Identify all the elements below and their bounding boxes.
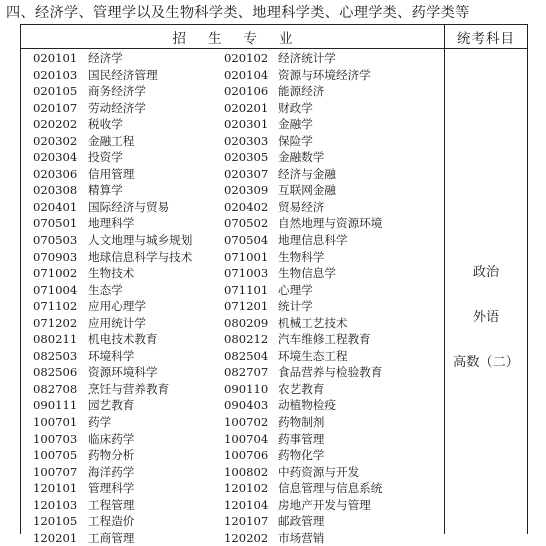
major-name: 经济与金融 [278,166,336,181]
major-code: 020402 [224,199,269,214]
major-code: 071004 [33,282,78,297]
major-code: 082708 [33,381,78,396]
table-row [21,315,444,332]
major-name: 心理学 [278,282,313,297]
table-row [21,447,444,464]
table-row [21,414,444,431]
major-code: 100703 [33,431,78,446]
table-row [21,497,444,514]
major-name: 经济统计学 [278,51,336,65]
major-name: 商务经济学 [88,84,146,99]
table-row [21,298,444,315]
major-code: 071001 [224,249,269,264]
major-code: 120105 [33,514,78,529]
major-name: 药物化学 [278,448,325,463]
major-code: 070504 [224,233,269,248]
major-name: 地理科学 [88,216,135,231]
major-code: 080212 [224,332,269,347]
major-code: 080211 [33,332,78,347]
major-name: 工程造价 [88,514,135,529]
table-row [21,464,444,481]
major-code: 020401 [33,199,78,214]
table-row [21,133,444,150]
major-name: 资源与环境经济学 [278,67,371,82]
major-code: 120202 [224,530,269,545]
major-name: 人文地理与城乡规划 [88,233,193,248]
major-code: 090403 [224,398,269,413]
major-code: 020201 [224,100,269,115]
major-name: 动植物检疫 [278,398,336,413]
major-name: 劳动经济学 [88,100,146,115]
major-name: 农艺教育 [278,381,325,396]
major-code: 080209 [224,315,269,330]
major-name: 应用心理学 [88,299,146,314]
header-divider [21,48,527,49]
table-row [21,232,444,249]
major-code: 020309 [224,183,269,198]
major-name: 食品营养与检验教育 [278,365,383,380]
major-rows [21,50,444,546]
major-name: 烹饪与营养教育 [88,381,170,396]
major-name: 财政学 [278,100,313,115]
exam-subject-politics: 政治 [472,265,500,280]
major-code: 020102 [224,51,269,65]
major-code: 120107 [224,514,269,529]
major-name: 机电技术教育 [88,332,158,347]
major-name: 经济学 [88,51,123,65]
major-name: 金融工程 [88,133,135,148]
table-row [21,265,444,282]
major-code: 090110 [224,381,269,396]
major-code: 100704 [224,431,269,446]
major-name: 药事管理 [278,431,325,446]
table-row [21,182,444,199]
major-name: 生物技术 [88,266,135,281]
major-name: 中药资源与开发 [278,464,360,479]
major-code: 100706 [224,448,269,463]
major-name: 资源环境科学 [88,365,158,380]
table-row [21,431,444,448]
major-code: 120102 [224,481,269,496]
exam-subjects [445,250,527,385]
major-name: 贸易经济 [278,199,325,214]
table-row [21,149,444,166]
major-name: 药学 [88,415,112,430]
major-code: 120101 [33,481,78,496]
major-code: 020202 [33,117,78,132]
major-code: 090111 [33,398,78,413]
header-major: 招生专业 [172,31,315,47]
major-code: 020304 [33,150,78,165]
major-code: 020306 [33,166,78,181]
major-code: 082503 [33,348,78,363]
major-code: 070501 [33,216,78,231]
table-row [21,215,444,232]
major-code: 020106 [224,84,269,99]
major-code: 100701 [33,415,78,430]
table-row [21,199,444,216]
major-name: 投资学 [88,150,123,165]
major-name: 临床药学 [88,431,135,446]
major-name: 药物制剂 [278,415,325,430]
major-name: 生物信息学 [278,266,336,281]
major-code: 020303 [224,133,269,148]
major-name: 税收学 [88,117,123,132]
table-row [21,166,444,183]
major-name: 汽车维修工程教育 [278,332,371,347]
major-name: 海洋药学 [88,464,135,479]
major-name: 环境生态工程 [278,348,348,363]
major-code: 100802 [224,464,269,479]
major-name: 工程管理 [88,497,135,512]
major-code: 120103 [33,497,78,512]
major-code: 020107 [33,100,78,115]
major-code: 120104 [224,497,269,512]
major-name: 保险学 [278,133,313,148]
major-code: 082504 [224,348,269,363]
major-name: 信用管理 [88,166,135,181]
major-name: 邮政管理 [278,514,325,529]
major-code: 020301 [224,117,269,132]
major-name: 自然地理与资源环境 [278,216,383,231]
major-code: 070503 [33,233,78,248]
table-row [21,249,444,266]
major-table [20,24,528,545]
major-code: 120201 [33,530,78,545]
table-row [21,364,444,381]
major-name: 国民经济管理 [88,67,158,82]
major-name: 地理信息科学 [278,233,348,248]
major-code: 070502 [224,216,269,231]
major-code: 020105 [33,84,78,99]
exam-subject-foreign-language: 外语 [472,310,500,325]
major-code: 020104 [224,67,269,82]
major-code: 100702 [224,415,269,430]
major-code: 020307 [224,166,269,181]
major-name: 金融学 [278,117,313,132]
major-code: 100707 [33,464,78,479]
page-title: 四、经济学、管理学以及生物科学类、地理科学类、心理学类、药学类等 [6,5,470,21]
table-row [21,397,444,414]
major-code: 082506 [33,365,78,380]
table-row [21,480,444,497]
table-row [21,67,444,84]
major-code: 020305 [224,150,269,165]
major-code: 071003 [224,266,269,281]
major-name: 市场营销 [278,530,325,545]
table-row [21,331,444,348]
major-code: 082707 [224,365,269,380]
major-name: 能源经济 [278,84,325,99]
major-name: 管理科学 [88,481,135,496]
major-name: 互联网金融 [278,183,336,198]
table-row [21,100,444,117]
table-row [21,116,444,133]
table-row [21,348,444,365]
major-code: 070903 [33,249,78,264]
major-name: 统计学 [278,299,313,314]
major-name: 房地产开发与管理 [278,497,371,512]
major-code: 071002 [33,266,78,281]
major-name: 药物分析 [88,448,135,463]
major-name: 国际经济与贸易 [88,199,170,214]
major-name: 园艺教育 [88,398,135,413]
major-code: 071202 [33,315,78,330]
major-code: 071201 [224,299,269,314]
major-name: 生物科学 [278,249,325,264]
major-name: 机械工艺技术 [278,315,348,330]
major-code: 020101 [33,51,78,65]
major-code: 100705 [33,448,78,463]
major-name: 精算学 [88,183,123,198]
major-name: 地球信息科学与技术 [88,249,193,264]
major-code: 020302 [33,133,78,148]
header-exam-subjects: 统考科目 [457,31,515,47]
major-name: 金融数学 [278,150,325,165]
major-name: 应用统计学 [88,315,146,330]
table-row [21,513,444,530]
major-name: 生态学 [88,282,123,297]
table-row [21,530,444,546]
major-code: 071102 [33,299,78,314]
table-row [21,381,444,398]
major-code: 020103 [33,67,78,82]
table-row [21,83,444,100]
major-code: 020308 [33,183,78,198]
table-row [21,50,444,67]
exam-subject-math: 高数（二） [453,355,519,370]
major-code: 071101 [224,282,269,297]
major-name: 工商管理 [88,530,135,545]
major-name: 信息管理与信息系统 [278,481,383,496]
table-row [21,282,444,299]
major-name: 环境科学 [88,348,135,363]
